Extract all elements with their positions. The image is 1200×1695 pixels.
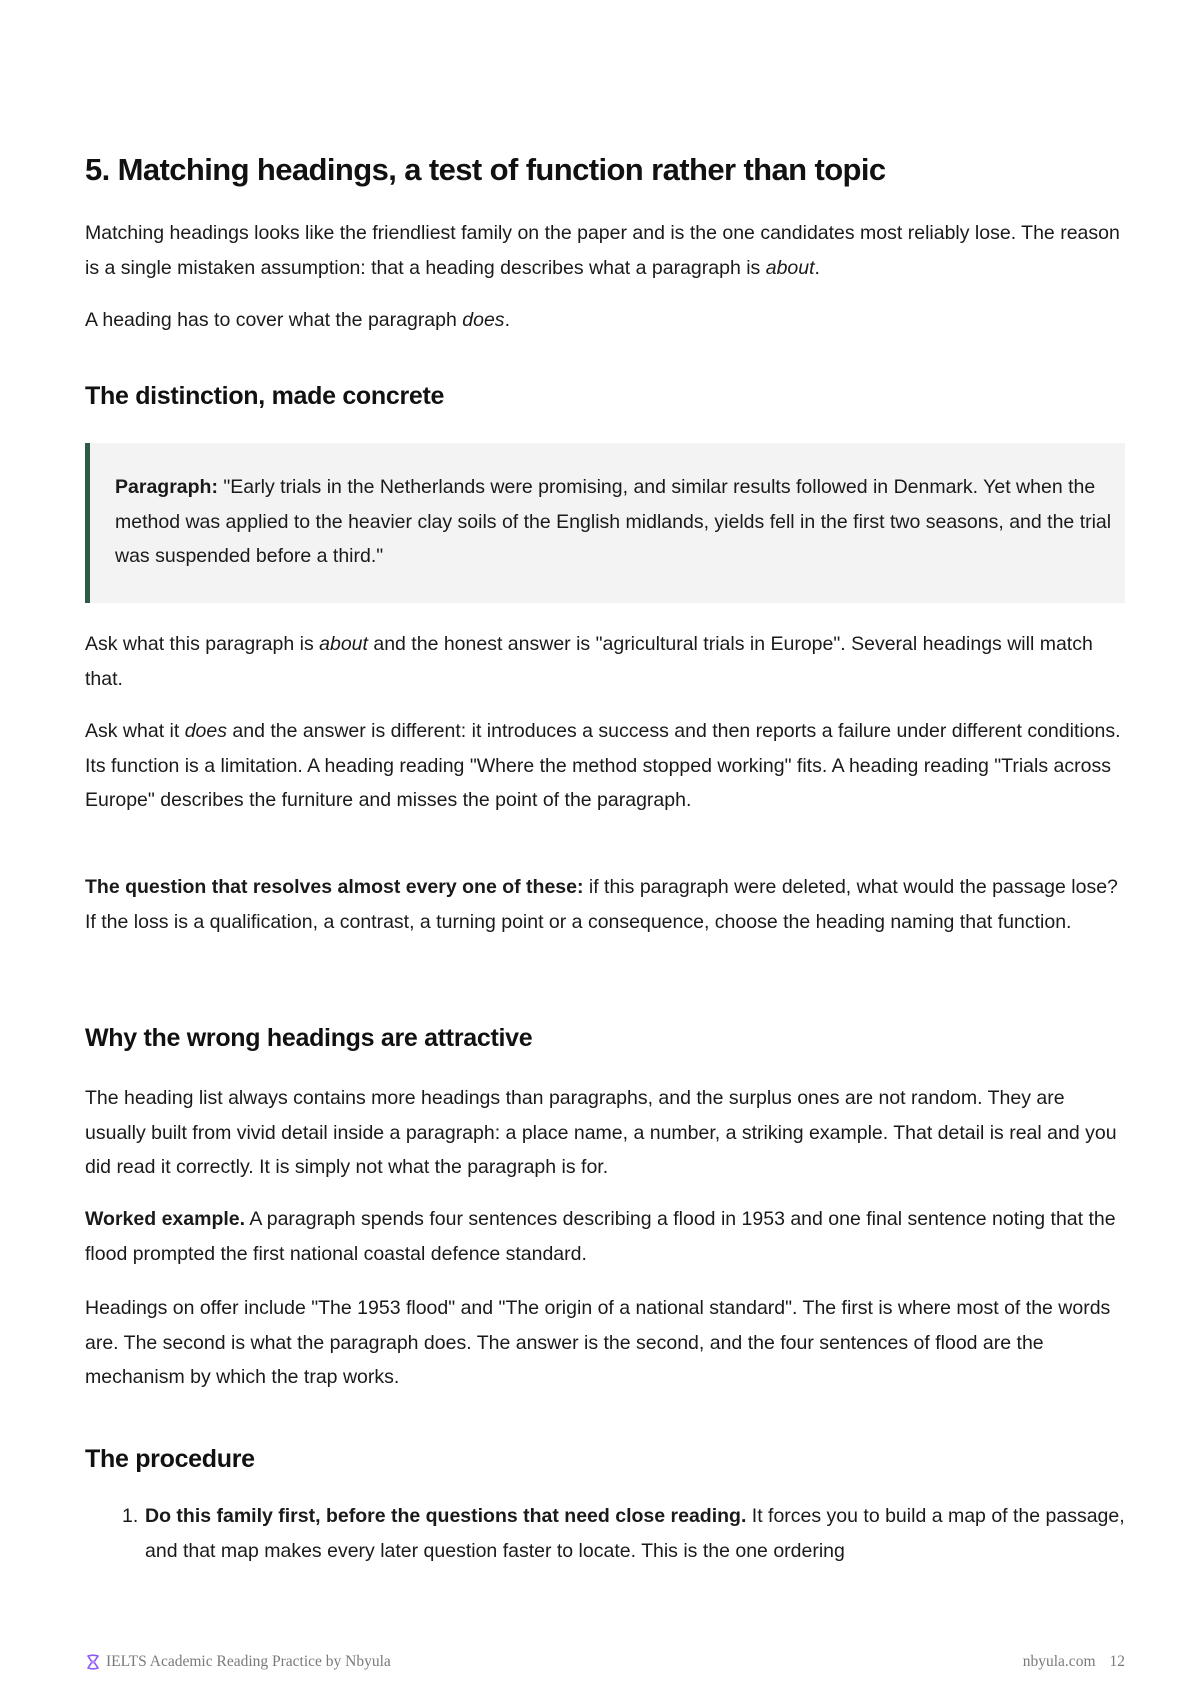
- page-footer: [85, 1653, 1125, 1675]
- step-text: It forces you to build a map of the passage, and that map makes every later question faster to locate. This is the one ordering: [145, 1505, 1125, 1562]
- worked-example-paragraph: Worked example. A paragraph spends four sentences describing a flood in 1953 and one final sentence noting that the flood prompted the first national coastal defence standard.: [85, 1208, 1116, 1265]
- section-title: 5. Matching headings, a test of function rather than topic: [85, 152, 886, 187]
- step-title: Do this family first, before the questions that need close reading.: [145, 1505, 747, 1527]
- key-question-paragraph: The question that resolves almost every one of these: if this paragraph were deleted, what would the passage lose? If the loss is a qualification, a contrast, a turning point or a consequence, choose the heading naming that function.: [85, 876, 1118, 933]
- subheading-procedure: The procedure: [85, 1445, 255, 1473]
- example-paragraph-blockquote: [85, 443, 1125, 603]
- headings-on-offer-paragraph: Headings on offer include "The 1953 flood" and "The origin of a national standard". The first is where most of the words are. The second is what the paragraph does. The answer is the second, and the four sentences of flood are the mechanism by which the trap works.: [85, 1297, 1111, 1388]
- intro-paragraph-1: Matching headings looks like the friendliest family on the paper and is the one candidates most reliably lose. The reason is a single mistaken assumption: that a heading describes what a paragraph is about.: [85, 222, 1120, 279]
- intro-paragraph-2: A heading has to cover what the paragraph does.: [85, 309, 510, 331]
- ribbon-logo-icon: [85, 1654, 101, 1670]
- does-paragraph: Ask what it does and the answer is different: it introduces a success and then reports a failure under different conditions. Its function is a limitation. A heading reading "Where the method stopped working" fits. A heading reading "Trials across Europe" describes the furniture and misses the point of the paragraph.: [85, 720, 1121, 811]
- procedure-step: [85, 1499, 1125, 1568]
- subheading-distinction: The distinction, made concrete: [85, 382, 445, 410]
- footer-meta: [1023, 1653, 1125, 1671]
- footer-site-link[interactable]: nbyula.com: [1022, 1653, 1096, 1670]
- step-number: 1.: [122, 1505, 139, 1527]
- subheading-wrong-headings: Why the wrong headings are attractive: [85, 1024, 533, 1052]
- example-paragraph-text: Paragraph: "Early trials in the Netherlands were promising, and similar results followed in Denmark. Yet when the method was applied to the heavier clay soils of the English midlands, yields fell in the first two seasons, and the trial was suspended before a third.": [115, 476, 1112, 567]
- about-paragraph: Ask what this paragraph is about and the honest answer is "agricultural trials in Europe". Several headings will match that.: [85, 633, 1093, 690]
- footer-title: IELTS Academic Reading Practice by Nbyula: [106, 1653, 391, 1670]
- footer-title-group: [85, 1653, 391, 1671]
- procedure-list: [85, 1499, 1125, 1568]
- surplus-headings-paragraph: The heading list always contains more headings than paragraphs, and the surplus ones are not random. They are usually built from vivid detail inside a paragraph: a place name, a number, a striking example. That detail is real and you did read it correctly. It is simply not what the paragraph is for.: [85, 1087, 1117, 1178]
- page-number: 12: [1109, 1653, 1125, 1670]
